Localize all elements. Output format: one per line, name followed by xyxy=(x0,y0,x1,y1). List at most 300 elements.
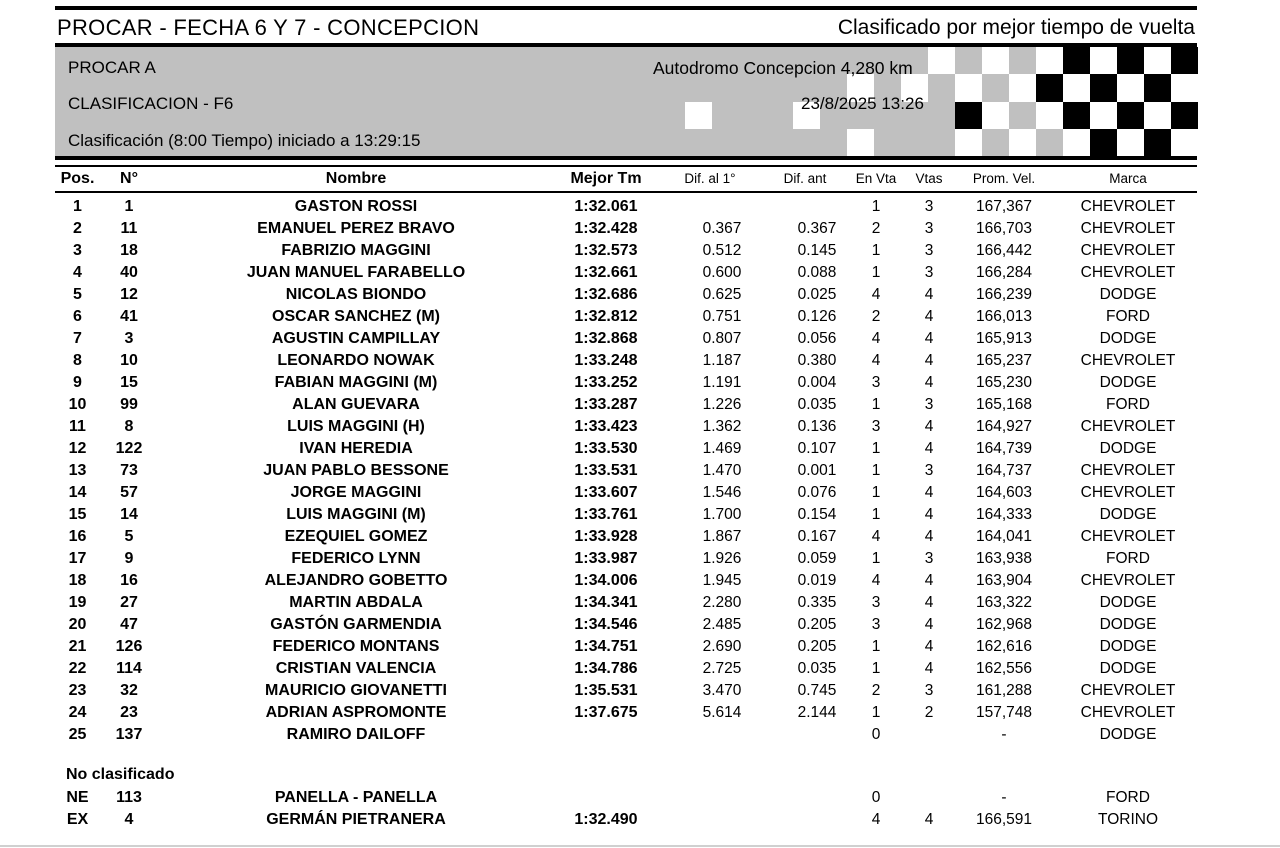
checker-cell xyxy=(1009,47,1036,74)
cell-gap1: 1.187 xyxy=(702,352,742,369)
cell-name: LEONARDO NOWAK xyxy=(277,352,435,369)
cell-brand: TORINO xyxy=(1098,811,1158,828)
cell-laps: 3 xyxy=(924,242,934,259)
cell-avg: 165,168 xyxy=(975,396,1033,413)
cell-num: 114 xyxy=(116,660,142,677)
column-header-avg: Prom. Vel. xyxy=(972,171,1036,186)
table-row xyxy=(0,350,1280,372)
top-rule xyxy=(55,6,1197,10)
checker-cell xyxy=(1063,47,1090,74)
table-row xyxy=(0,416,1280,438)
cell-laps: 4 xyxy=(924,374,934,391)
cell-pos: 10 xyxy=(68,396,87,413)
cell-avg: 165,230 xyxy=(975,374,1033,391)
classification-mode-title: Clasificado por mejor tiempo de vuelta xyxy=(837,16,1195,39)
table-row xyxy=(0,504,1280,526)
cell-gapp: 0.035 xyxy=(797,660,837,677)
checker-cell xyxy=(1144,129,1171,156)
cell-pos: 15 xyxy=(68,506,87,523)
cell-best: 1:34.751 xyxy=(574,638,638,655)
cell-gap1: 2.280 xyxy=(702,594,742,611)
cell-best: 1:32.812 xyxy=(574,308,638,325)
cell-num: 10 xyxy=(120,352,138,369)
cell-lap: 1 xyxy=(871,462,881,479)
cell-brand: DODGE xyxy=(1099,638,1157,655)
cell-best: 1:33.287 xyxy=(574,396,638,413)
checker-cell xyxy=(658,102,685,129)
cell-gap1: 0.512 xyxy=(702,242,742,259)
cell-num: 99 xyxy=(120,396,138,413)
cell-name: OSCAR SANCHEZ (M) xyxy=(272,308,440,325)
checker-cell xyxy=(928,129,955,156)
header-underline-rule xyxy=(55,191,1197,193)
cell-gapp: 0.145 xyxy=(797,242,837,259)
cell-lap: 3 xyxy=(871,374,881,391)
checker-cell xyxy=(1063,129,1090,156)
cell-laps: 4 xyxy=(924,308,934,325)
checker-cell xyxy=(1144,74,1171,101)
cell-gap1: 0.367 xyxy=(702,220,742,237)
cell-gap1: 1.926 xyxy=(702,550,742,567)
cell-gap1: 2.485 xyxy=(702,616,742,633)
cell-best: 1:34.786 xyxy=(574,660,638,677)
cell-best: 1:34.006 xyxy=(574,572,638,589)
checker-cell xyxy=(685,129,712,156)
cell-gap1: 1.226 xyxy=(702,396,742,413)
checker-cell xyxy=(1090,129,1117,156)
cell-brand: DODGE xyxy=(1099,440,1157,457)
cell-brand: CHEVROLET xyxy=(1080,418,1176,435)
checker-cell xyxy=(1009,74,1036,101)
cell-num: 11 xyxy=(120,220,138,237)
cell-num: 3 xyxy=(124,330,134,347)
table-row xyxy=(0,636,1280,658)
checker-cell xyxy=(1144,102,1171,129)
cell-brand: CHEVROLET xyxy=(1080,352,1176,369)
cell-best: 1:32.686 xyxy=(574,286,638,303)
cell-lap: 3 xyxy=(871,594,881,611)
cell-best: 1:37.675 xyxy=(574,704,638,721)
cell-name: JORGE MAGGINI xyxy=(290,484,422,501)
cell-best: 1:33.928 xyxy=(574,528,638,545)
checker-cell xyxy=(1009,129,1036,156)
banner-bottom-rule xyxy=(55,156,1197,160)
cell-lap: 4 xyxy=(871,811,881,828)
cell-gapp: 0.136 xyxy=(797,418,837,435)
checker-cell xyxy=(1036,129,1063,156)
cell-avg: 161,288 xyxy=(975,682,1033,699)
cell-best: 1:34.546 xyxy=(574,616,638,633)
cell-num: 32 xyxy=(120,682,138,699)
cell-name: AGUSTIN CAMPILLAY xyxy=(271,330,441,347)
cell-gap1: 1.945 xyxy=(702,572,742,589)
cell-num: 47 xyxy=(120,616,138,633)
session-info: Clasificación (8:00 Tiempo) iniciado a 13:29:15 xyxy=(68,131,421,150)
cell-name: ADRIAN ASPROMONTE xyxy=(265,704,447,721)
cell-avg: 164,737 xyxy=(975,462,1033,479)
cell-laps: 3 xyxy=(924,264,934,281)
cell-avg: 165,237 xyxy=(975,352,1033,369)
checker-cell xyxy=(793,129,820,156)
checker-cell xyxy=(685,102,712,129)
cell-laps: 3 xyxy=(924,462,934,479)
table-header-row xyxy=(0,168,1280,190)
column-header-pos: Pos. xyxy=(60,170,95,187)
cell-lap: 1 xyxy=(871,440,881,457)
cell-gapp: 0.076 xyxy=(797,484,837,501)
cell-avg: 162,556 xyxy=(975,660,1033,677)
cell-brand: CHEVROLET xyxy=(1080,682,1176,699)
cell-brand: CHEVROLET xyxy=(1080,242,1176,259)
cell-lap: 2 xyxy=(871,220,881,237)
cell-brand: FORD xyxy=(1106,396,1150,413)
checker-cell xyxy=(928,74,955,101)
checker-cell xyxy=(1171,102,1198,129)
cell-num: 73 xyxy=(120,462,138,479)
cell-num: 137 xyxy=(115,726,143,743)
cell-lap: 4 xyxy=(871,528,881,545)
cell-pos: 24 xyxy=(68,704,87,721)
cell-best: 1:32.661 xyxy=(574,264,638,281)
cell-brand: DODGE xyxy=(1099,330,1157,347)
cell-name: NICOLAS BIONDO xyxy=(285,286,427,303)
cell-avg: - xyxy=(1001,726,1007,743)
table-row xyxy=(0,240,1280,262)
cell-gapp: 0.205 xyxy=(797,616,837,633)
cell-avg: 165,913 xyxy=(975,330,1033,347)
column-header-gapp: Dif. ant xyxy=(783,171,827,186)
table-row xyxy=(0,702,1280,724)
cell-name: LUIS MAGGINI (H) xyxy=(287,418,425,435)
cell-gapp: 0.380 xyxy=(797,352,837,369)
cell-num: 113 xyxy=(116,789,142,806)
cell-gap1: 0.625 xyxy=(702,286,742,303)
checker-cell xyxy=(1171,74,1198,101)
cell-lap: 1 xyxy=(871,660,881,677)
cell-num: 40 xyxy=(120,264,138,281)
cell-gapp: 0.167 xyxy=(797,528,837,545)
cell-lap: 4 xyxy=(871,286,881,303)
cell-name: FEDERICO LYNN xyxy=(291,550,421,567)
cell-pos: 19 xyxy=(68,594,87,611)
cell-gap1: 2.725 xyxy=(702,660,742,677)
cell-brand: CHEVROLET xyxy=(1080,264,1176,281)
table-row xyxy=(0,372,1280,394)
cell-lap: 1 xyxy=(871,264,881,281)
table-row xyxy=(0,262,1280,284)
table-row xyxy=(0,592,1280,614)
cell-laps: 4 xyxy=(924,440,934,457)
session-label: CLASIFICACION - F6 xyxy=(68,94,234,113)
cell-num: 15 xyxy=(120,374,138,391)
cell-pos: 23 xyxy=(68,682,87,699)
cell-gapp: 0.154 xyxy=(797,506,837,523)
cell-gapp: 0.126 xyxy=(797,308,837,325)
checker-cell xyxy=(1117,47,1144,74)
cell-laps: 4 xyxy=(924,660,934,677)
cell-num: 126 xyxy=(115,638,143,655)
cell-pos: EX xyxy=(66,811,89,828)
cell-num: 12 xyxy=(120,286,138,303)
cell-pos: 17 xyxy=(68,550,87,567)
cell-gapp: 0.059 xyxy=(797,550,837,567)
cell-brand: CHEVROLET xyxy=(1080,528,1176,545)
cell-gap1: 0.751 xyxy=(702,308,742,325)
cell-pos: 5 xyxy=(73,286,82,303)
cell-gapp: 0.004 xyxy=(797,374,837,391)
checker-cell xyxy=(1009,102,1036,129)
cell-laps: 4 xyxy=(924,528,934,545)
cell-brand: DODGE xyxy=(1099,594,1157,611)
session-banner xyxy=(55,47,1197,156)
checker-cell xyxy=(1117,102,1144,129)
checker-cell xyxy=(901,129,928,156)
cell-laps: 4 xyxy=(924,594,934,611)
event-title: PROCAR - FECHA 6 Y 7 - CONCEPCION xyxy=(57,15,480,40)
checker-cell xyxy=(712,129,739,156)
checker-cell xyxy=(1036,47,1063,74)
cell-pos: 25 xyxy=(68,726,87,743)
cell-pos: 2 xyxy=(73,220,82,237)
checker-cell xyxy=(982,102,1009,129)
cell-lap: 4 xyxy=(871,330,881,347)
cell-best: 1:32.573 xyxy=(574,242,638,259)
cell-laps: 3 xyxy=(924,396,934,413)
checker-cell xyxy=(766,129,793,156)
table-row xyxy=(0,570,1280,592)
cell-avg: 166,284 xyxy=(975,264,1033,281)
cell-pos: 22 xyxy=(68,660,87,677)
table-row xyxy=(0,196,1280,218)
column-header-brand: Marca xyxy=(1109,171,1147,186)
cell-avg: 164,739 xyxy=(975,440,1033,457)
cell-pos: 18 xyxy=(68,572,87,589)
cell-best: 1:33.987 xyxy=(574,550,638,567)
cell-laps: 4 xyxy=(924,418,934,435)
page-bottom-edge xyxy=(0,845,1280,847)
checker-cell xyxy=(1171,47,1198,74)
cell-gapp: 0.745 xyxy=(797,682,837,699)
cell-num: 8 xyxy=(124,418,134,435)
cell-best: 1:33.530 xyxy=(574,440,638,457)
cell-name: MAURICIO GIOVANETTI xyxy=(265,682,447,699)
cell-best: 1:33.248 xyxy=(574,352,638,369)
cell-pos: 20 xyxy=(68,616,87,633)
cell-laps: 4 xyxy=(924,286,934,303)
cell-best: 1:33.607 xyxy=(574,484,638,501)
cell-name: FEDERICO MONTANS xyxy=(272,638,440,655)
cell-pos: 4 xyxy=(73,264,82,281)
cell-brand: DODGE xyxy=(1099,374,1157,391)
cell-gap1: 0.600 xyxy=(702,264,742,281)
table-row xyxy=(0,724,1280,746)
table-row xyxy=(0,438,1280,460)
cell-lap: 0 xyxy=(871,726,881,743)
title-row xyxy=(55,12,1197,43)
cell-brand: CHEVROLET xyxy=(1080,572,1176,589)
cell-laps: 2 xyxy=(924,704,934,721)
cell-lap: 1 xyxy=(871,704,881,721)
cell-gapp: 0.035 xyxy=(797,396,837,413)
cell-gap1: 1.469 xyxy=(702,440,742,457)
checker-cell xyxy=(847,129,874,156)
checker-cell xyxy=(982,74,1009,101)
cell-gap1: 2.690 xyxy=(702,638,742,655)
cell-lap: 1 xyxy=(871,638,881,655)
unclassified-row xyxy=(0,809,1280,831)
cell-name: ALAN GUEVARA xyxy=(292,396,420,413)
table-row xyxy=(0,306,1280,328)
checker-cell xyxy=(982,129,1009,156)
checker-cell xyxy=(1090,74,1117,101)
unclassified-row xyxy=(0,787,1280,809)
cell-num: 4 xyxy=(124,811,134,828)
checker-cell xyxy=(739,102,766,129)
cell-name: CRISTIAN VALENCIA xyxy=(275,660,437,677)
cell-lap: 0 xyxy=(871,789,881,806)
cell-name: FABIAN MAGGINI (M) xyxy=(274,374,438,391)
cell-name: GASTÓN GARMENDIA xyxy=(270,616,442,633)
cell-name: JUAN MANUEL FARABELLO xyxy=(246,264,466,281)
cell-gap1: 1.546 xyxy=(702,484,742,501)
cell-pos: 1 xyxy=(73,198,82,215)
cell-best: 1:32.868 xyxy=(574,330,638,347)
cell-laps: 4 xyxy=(924,638,934,655)
table-row xyxy=(0,658,1280,680)
cell-lap: 1 xyxy=(871,242,881,259)
cell-pos: 12 xyxy=(68,440,87,457)
cell-gap1: 3.470 xyxy=(702,682,742,699)
checker-cell xyxy=(820,129,847,156)
cell-best: 1:34.341 xyxy=(574,594,638,611)
cell-avg: 163,904 xyxy=(975,572,1033,589)
cell-pos: 16 xyxy=(68,528,87,545)
cell-lap: 1 xyxy=(871,506,881,523)
cell-avg: 164,603 xyxy=(975,484,1033,501)
cell-num: 5 xyxy=(124,528,134,545)
cell-avg: 163,322 xyxy=(975,594,1033,611)
unclassified-section-label: No clasificado xyxy=(66,766,175,783)
cell-avg: 162,616 xyxy=(975,638,1033,655)
table-row xyxy=(0,680,1280,702)
cell-lap: 2 xyxy=(871,682,881,699)
cell-laps: 4 xyxy=(924,506,934,523)
cell-gapp: 0.335 xyxy=(797,594,837,611)
cell-laps: 4 xyxy=(924,330,934,347)
track-label: Autodromo Concepcion 4,280 km xyxy=(653,58,913,78)
cell-avg: 166,703 xyxy=(975,220,1033,237)
checker-cell xyxy=(1117,74,1144,101)
cell-num: 23 xyxy=(120,704,138,721)
cell-brand: FORD xyxy=(1106,789,1150,806)
table-row xyxy=(0,394,1280,416)
cell-best: 1:32.061 xyxy=(574,198,638,215)
checker-cell xyxy=(1171,129,1198,156)
checker-cell xyxy=(1036,102,1063,129)
cell-best: 1:35.531 xyxy=(574,682,638,699)
cell-pos: 7 xyxy=(73,330,82,347)
cell-best: 1:33.423 xyxy=(574,418,638,435)
cell-gapp: 0.088 xyxy=(797,264,837,281)
cell-lap: 1 xyxy=(871,550,881,567)
checker-cell xyxy=(1117,129,1144,156)
checker-cell xyxy=(1090,47,1117,74)
cell-avg: 166,591 xyxy=(975,811,1033,828)
table-row xyxy=(0,328,1280,350)
cell-lap: 1 xyxy=(871,198,881,215)
checker-cell xyxy=(955,47,982,74)
cell-best: 1:33.531 xyxy=(574,462,638,479)
table-row xyxy=(0,218,1280,240)
cell-num: 14 xyxy=(120,506,138,523)
cell-name: ALEJANDRO GOBETTO xyxy=(264,572,448,589)
cell-lap: 2 xyxy=(871,308,881,325)
cell-avg: 166,442 xyxy=(975,242,1033,259)
cell-avg: 157,748 xyxy=(975,704,1033,721)
table-row xyxy=(0,284,1280,306)
cell-brand: CHEVROLET xyxy=(1080,220,1176,237)
cell-brand: DODGE xyxy=(1099,506,1157,523)
cell-laps: 3 xyxy=(924,198,934,215)
cell-brand: FORD xyxy=(1106,550,1150,567)
cell-best: 1:33.252 xyxy=(574,374,638,391)
cell-laps: 4 xyxy=(924,572,934,589)
checker-cell xyxy=(739,129,766,156)
cell-gapp: 0.107 xyxy=(797,440,837,457)
checker-cell xyxy=(955,102,982,129)
cell-gap1: 5.614 xyxy=(702,704,742,721)
cell-brand: CHEVROLET xyxy=(1080,198,1176,215)
cell-pos: 13 xyxy=(68,462,87,479)
checker-cell xyxy=(766,102,793,129)
table-row xyxy=(0,482,1280,504)
checker-cell xyxy=(982,47,1009,74)
table-row xyxy=(0,614,1280,636)
checker-cell xyxy=(928,47,955,74)
checker-cell xyxy=(1144,47,1171,74)
cell-lap: 3 xyxy=(871,616,881,633)
cell-gap1: 0.807 xyxy=(702,330,742,347)
cell-best: 1:33.761 xyxy=(574,506,638,523)
cell-laps: 4 xyxy=(924,811,934,828)
cell-avg: 164,333 xyxy=(975,506,1033,523)
cell-pos: 3 xyxy=(73,242,82,259)
checker-cell xyxy=(874,129,901,156)
cell-name: EZEQUIEL GOMEZ xyxy=(284,528,428,545)
cell-lap: 1 xyxy=(871,484,881,501)
cell-gap1: 1.470 xyxy=(702,462,742,479)
cell-gap1: 1.867 xyxy=(702,528,742,545)
cell-name: JUAN PABLO BESSONE xyxy=(263,462,449,479)
checker-cell xyxy=(1090,102,1117,129)
cell-name: EMANUEL PEREZ BRAVO xyxy=(257,220,455,237)
cell-name: PANELLA - PANELLA xyxy=(274,789,438,806)
cell-brand: DODGE xyxy=(1099,616,1157,633)
cell-laps: 3 xyxy=(924,682,934,699)
cell-avg: 167,367 xyxy=(975,198,1033,215)
cell-avg: 163,938 xyxy=(975,550,1033,567)
cell-name: GASTON ROSSI xyxy=(294,198,418,215)
cell-num: 9 xyxy=(124,550,134,567)
cell-lap: 4 xyxy=(871,572,881,589)
cell-brand: FORD xyxy=(1106,308,1150,325)
cell-brand: CHEVROLET xyxy=(1080,462,1176,479)
cell-avg: - xyxy=(1001,789,1007,806)
cell-num: 1 xyxy=(124,198,134,215)
cell-num: 16 xyxy=(120,572,138,589)
cell-num: 18 xyxy=(120,242,138,259)
cell-avg: 166,239 xyxy=(975,286,1033,303)
